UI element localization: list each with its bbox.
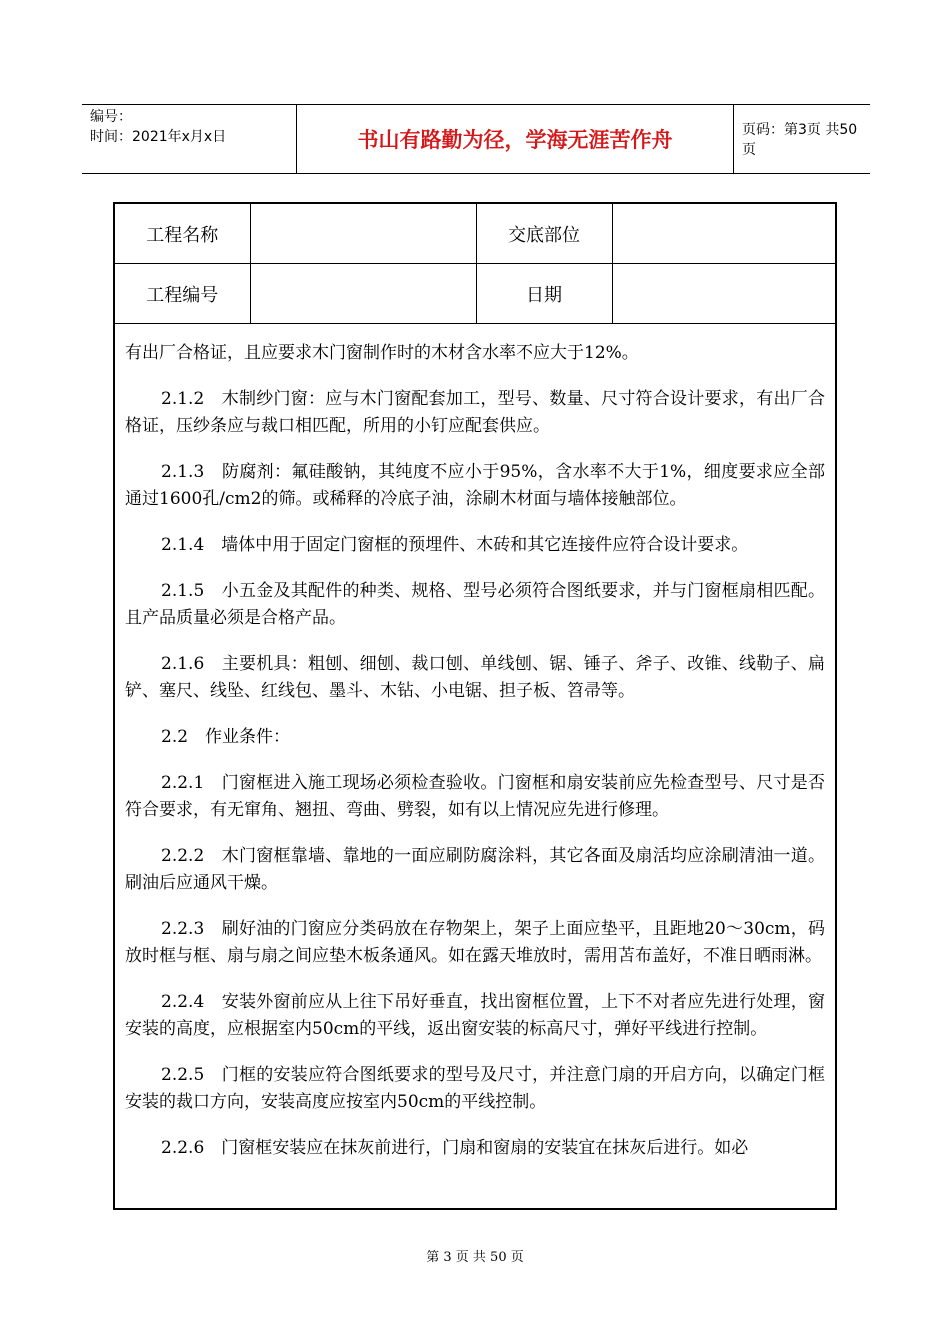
- date-label: 时间：2021年x月x日: [90, 129, 227, 145]
- info-row: [115, 264, 835, 324]
- document-body: [115, 340, 835, 1162]
- paragraph: 有出厂合格证，且应要求木门窗制作时的木材含水率不应大于12%。: [125, 343, 639, 363]
- header-page-label: 页码：第3页 共50页: [742, 122, 858, 158]
- project-number-value: [250, 264, 476, 324]
- paragraph: 2.1.4 墙体中用于固定门窗框的预埋件、木砖和其它连接件应符合设计要求。: [161, 535, 749, 555]
- section-heading: 2.2 作业条件：: [161, 727, 291, 747]
- info-table: [115, 204, 835, 324]
- header-meta: [90, 107, 290, 147]
- project-number-label: 工程编号: [115, 264, 250, 324]
- date-field-value: [612, 264, 835, 324]
- header-motto: 书山有路勤为径，学海无涯苦作舟: [296, 105, 734, 173]
- project-name-label: 工程名称: [115, 204, 250, 264]
- paragraph: 2.2.3 刷好油的门窗应分类码放在存物架上，架子上面应垫平，且距地20～30cm，码放时框与框、扇与扇之间应垫木板条通风。如在露天堆放时，需用苫布盖好，不准日晒雨淋。: [125, 919, 825, 966]
- handover-part-value: [612, 204, 835, 264]
- paragraph: 2.1.6 主要机具：粗刨、细刨、裁口刨、单线刨、锯、锤子、斧子、改锥、线勒子、扁铲、塞尺、线坠、红线包、墨斗、木钻、小电锯、担子板、笤帚等。: [125, 654, 825, 701]
- paragraph: 2.2.6 门窗框安装应在抹灰前进行，门扇和窗扇的安装宜在抹灰后进行。如必: [161, 1138, 749, 1158]
- handover-part-label: 交底部位: [476, 204, 612, 264]
- paragraph: 2.2.1 门窗框进入施工现场必须检查验收。门窗框和扇安装前应先检查型号、尺寸是否符合要求，有无窜角、翘扭、弯曲、劈裂，如有以上情况应先进行修理。: [125, 773, 825, 820]
- paragraph: 2.1.5 小五金及其配件的种类、规格、型号必须符合图纸要求，并与门窗框扇相匹配。且产品质量必须是合格产品。: [125, 581, 825, 628]
- project-name-value: [250, 204, 476, 264]
- page-footer: 第 3 页 共 50 页: [426, 1250, 524, 1265]
- date-field-label: 日期: [476, 264, 612, 324]
- paragraph: 2.2.2 木门窗框靠墙、靠地的一面应刷防腐涂料，其它各面及扇活均应涂刷清油一道。刷油后应通风干燥。: [125, 846, 825, 893]
- info-row: [115, 204, 835, 264]
- paragraph: 2.2.5 门框的安装应符合图纸要求的型号及尺寸，并注意门扇的开启方向，以确定门框安装的裁口方向，安装高度应按室内50cm的平线控制。: [125, 1065, 825, 1112]
- page-header: [82, 104, 870, 174]
- document-box: [113, 202, 837, 1210]
- paragraph: 2.1.3 防腐剂：氟硅酸钠，其纯度不应小于95%，含水率不大于1%，细度要求应全部通过1600孔/cm2的筛。或稀释的冷底子油，涂刷木材面与墙体接触部位。: [125, 462, 825, 509]
- number-label: 编号：: [90, 109, 132, 125]
- paragraph: 2.1.2 木制纱门窗：应与木门窗配套加工，型号、数量、尺寸符合设计要求，有出厂合格证，压纱条应与裁口相匹配，所用的小钉应配套供应。: [125, 389, 825, 436]
- paragraph: 2.2.4 安装外窗前应从上往下吊好垂直，找出窗框位置，上下不对者应先进行处理，窗安装的高度，应根据室内50cm的平线，返出窗安装的标高尺寸，弹好平线进行控制。: [125, 992, 825, 1039]
